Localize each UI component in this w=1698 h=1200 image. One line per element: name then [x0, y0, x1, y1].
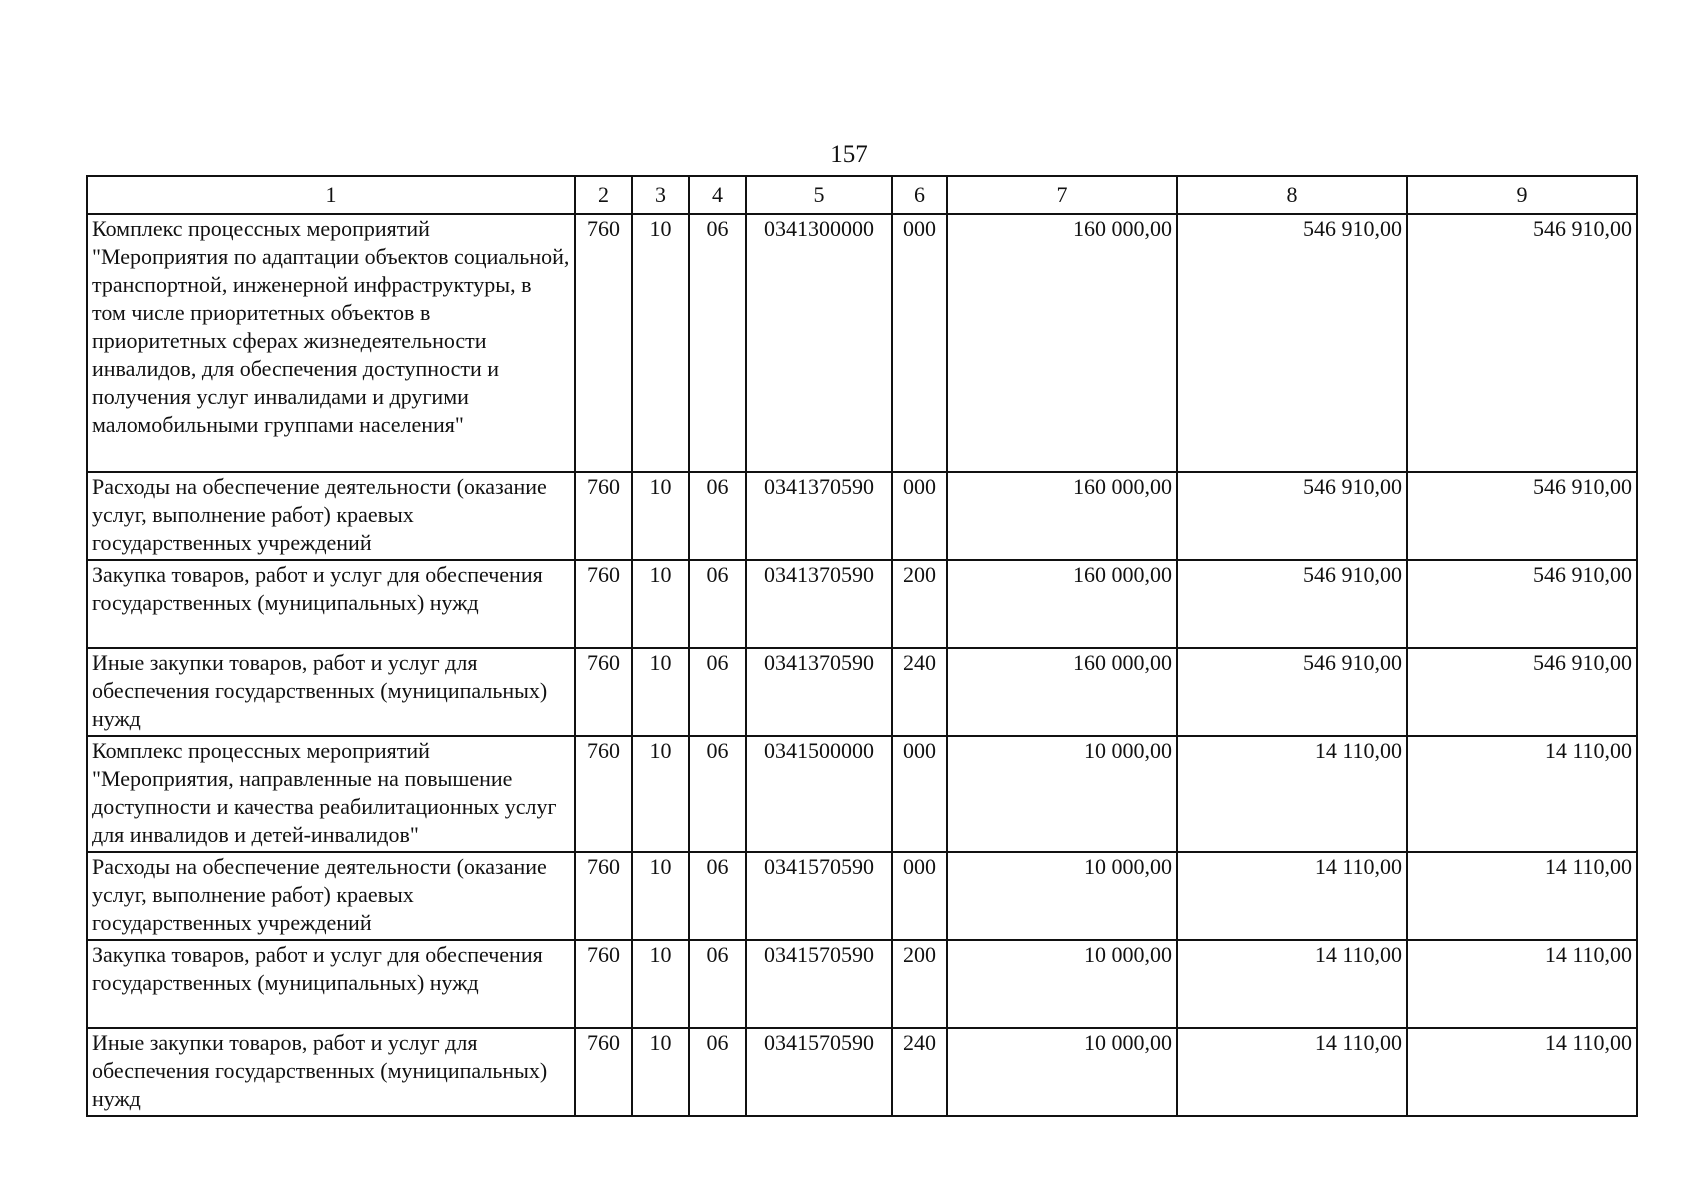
row-name: Расходы на обеспечение деятельности (оказание услуг, выполнение работ) краевых государственных учреждений: [87, 472, 575, 560]
row-code-3: 10: [632, 736, 689, 852]
column-header: 5: [746, 176, 892, 214]
column-header: 2: [575, 176, 632, 214]
row-code-5: 0341370590: [746, 648, 892, 736]
row-name: Закупка товаров, работ и услуг для обеспечения государственных (муниципальных) нужд: [87, 940, 575, 1028]
row-amount-9: 546 910,00: [1407, 214, 1637, 472]
row-code-6: 000: [892, 214, 947, 472]
row-amount-8: 14 110,00: [1177, 736, 1407, 852]
row-code-3: 10: [632, 1028, 689, 1116]
row-name: Закупка товаров, работ и услуг для обеспечения государственных (муниципальных) нужд: [87, 560, 575, 648]
row-name: Комплекс процессных мероприятий "Мероприятия по адаптации объектов социальной, транспортной, инженерной инфраструктуры, в том числе приоритетных объектов в приоритетных сферах жизнедеятельности инвалидов, для обеспечения доступности и получения услуг инвалидами и другими маломобильными группами населения": [87, 214, 575, 472]
row-code-2: 760: [575, 214, 632, 472]
row-name: Комплекс процессных мероприятий "Мероприятия, направленные на повышение доступности и качества реабилитационных услуг для инвалидов и детей-инвалидов": [87, 736, 575, 852]
row-code-2: 760: [575, 648, 632, 736]
row-amount-8: 546 910,00: [1177, 214, 1407, 472]
row-amount-8: 14 110,00: [1177, 852, 1407, 940]
row-code-2: 760: [575, 736, 632, 852]
row-code-5: 0341570590: [746, 1028, 892, 1116]
row-code-6: 000: [892, 736, 947, 852]
row-amount-7: 10 000,00: [947, 1028, 1177, 1116]
row-code-5: 0341370590: [746, 472, 892, 560]
row-code-4: 06: [689, 214, 746, 472]
row-amount-7: 160 000,00: [947, 472, 1177, 560]
row-code-3: 10: [632, 852, 689, 940]
column-header: 6: [892, 176, 947, 214]
row-amount-7: 160 000,00: [947, 560, 1177, 648]
column-header: 1: [87, 176, 575, 214]
table-row: [87, 214, 1637, 472]
page-number: 157: [830, 141, 868, 168]
row-amount-8: 14 110,00: [1177, 940, 1407, 1028]
row-code-5: 0341370590: [746, 560, 892, 648]
row-amount-7: 160 000,00: [947, 648, 1177, 736]
row-code-3: 10: [632, 940, 689, 1028]
table-row: [87, 852, 1637, 940]
row-code-3: 10: [632, 560, 689, 648]
row-code-6: 240: [892, 1028, 947, 1116]
row-amount-8: 546 910,00: [1177, 560, 1407, 648]
table-row: [87, 472, 1637, 560]
row-amount-8: 14 110,00: [1177, 1028, 1407, 1116]
column-header: 7: [947, 176, 1177, 214]
row-code-6: 200: [892, 560, 947, 648]
row-code-4: 06: [689, 560, 746, 648]
row-amount-7: 10 000,00: [947, 852, 1177, 940]
row-amount-8: 546 910,00: [1177, 648, 1407, 736]
row-code-6: 200: [892, 940, 947, 1028]
row-code-5: 0341570590: [746, 852, 892, 940]
row-amount-9: 14 110,00: [1407, 940, 1637, 1028]
row-code-5: 0341570590: [746, 940, 892, 1028]
row-code-3: 10: [632, 648, 689, 736]
row-code-4: 06: [689, 852, 746, 940]
row-code-3: 10: [632, 214, 689, 472]
row-code-2: 760: [575, 940, 632, 1028]
row-code-2: 760: [575, 472, 632, 560]
row-code-2: 760: [575, 1028, 632, 1116]
row-name: Иные закупки товаров, работ и услуг для обеспечения государственных (муниципальных) нужд: [87, 648, 575, 736]
row-code-5: 0341500000: [746, 736, 892, 852]
row-name: Расходы на обеспечение деятельности (оказание услуг, выполнение работ) краевых государственных учреждений: [87, 852, 575, 940]
row-code-6: 240: [892, 648, 947, 736]
row-code-6: 000: [892, 852, 947, 940]
row-code-6: 000: [892, 472, 947, 560]
table-row: [87, 940, 1637, 1028]
row-amount-9: 546 910,00: [1407, 560, 1637, 648]
row-amount-9: 14 110,00: [1407, 852, 1637, 940]
row-amount-8: 546 910,00: [1177, 472, 1407, 560]
row-code-4: 06: [689, 472, 746, 560]
column-header: 9: [1407, 176, 1637, 214]
header-row: [87, 176, 1637, 214]
row-amount-9: 546 910,00: [1407, 648, 1637, 736]
row-amount-9: 14 110,00: [1407, 736, 1637, 852]
row-amount-7: 160 000,00: [947, 214, 1177, 472]
table-row: [87, 560, 1637, 648]
row-code-4: 06: [689, 940, 746, 1028]
table-row: [87, 1028, 1637, 1116]
column-header: 3: [632, 176, 689, 214]
row-code-4: 06: [689, 736, 746, 852]
table-row: [87, 736, 1637, 852]
row-code-2: 760: [575, 852, 632, 940]
column-header: 4: [689, 176, 746, 214]
row-code-3: 10: [632, 472, 689, 560]
row-amount-7: 10 000,00: [947, 940, 1177, 1028]
row-code-4: 06: [689, 1028, 746, 1116]
row-name: Иные закупки товаров, работ и услуг для обеспечения государственных (муниципальных) нужд: [87, 1028, 575, 1116]
row-amount-9: 14 110,00: [1407, 1028, 1637, 1116]
row-code-5: 0341300000: [746, 214, 892, 472]
row-code-2: 760: [575, 560, 632, 648]
budget-table: [86, 175, 1638, 1117]
row-amount-9: 546 910,00: [1407, 472, 1637, 560]
table-row: [87, 648, 1637, 736]
row-amount-7: 10 000,00: [947, 736, 1177, 852]
row-code-4: 06: [689, 648, 746, 736]
column-header: 8: [1177, 176, 1407, 214]
